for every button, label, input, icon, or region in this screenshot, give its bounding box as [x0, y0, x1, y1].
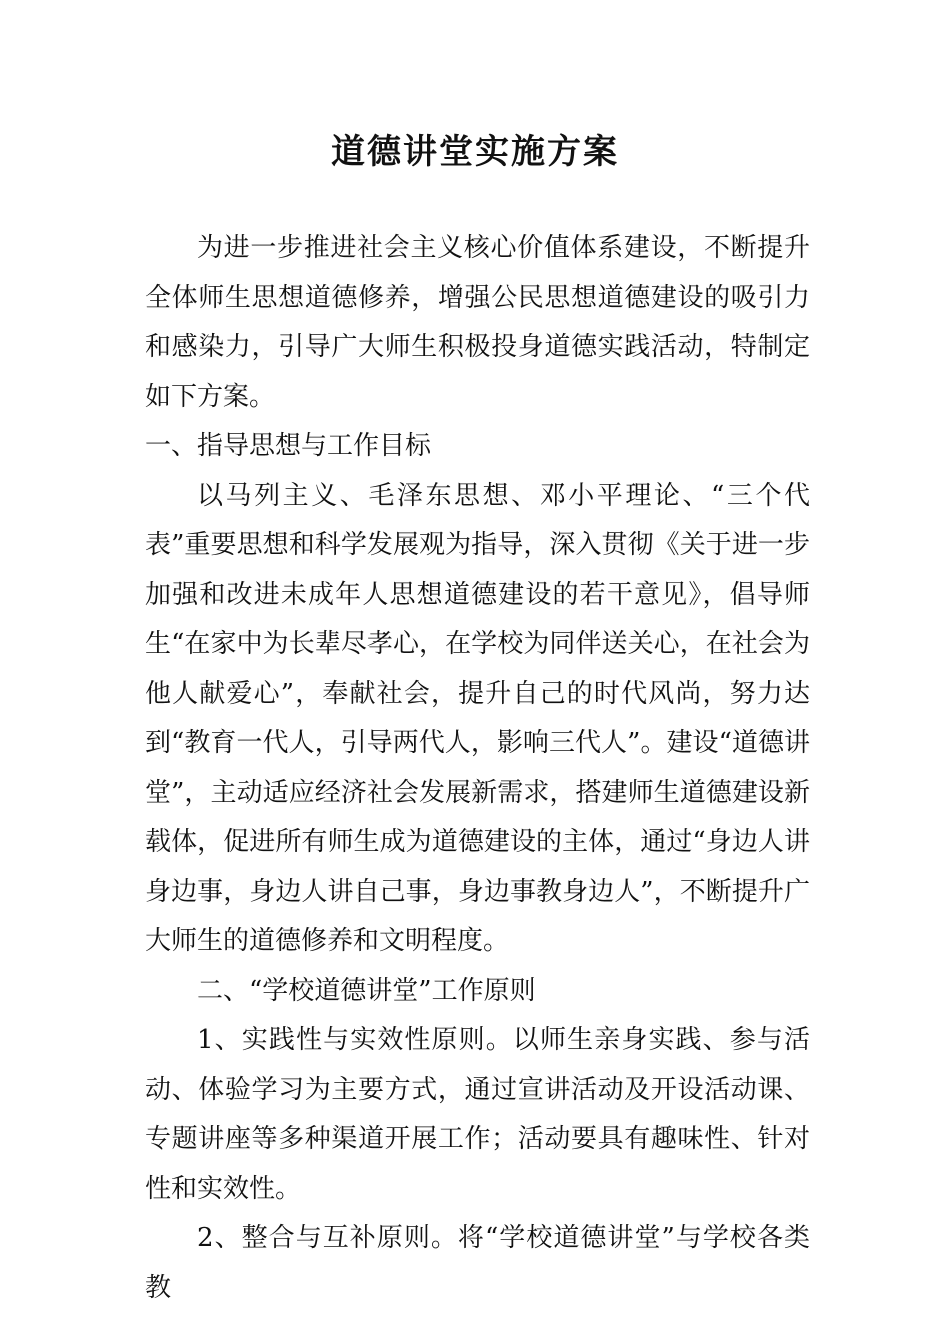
section-heading-1: 一、指导思想与工作目标 — [145, 431, 432, 461]
intro-paragraph: 为进一步推进社会主义核心价值体系建设，不断提升全体师生思想道德修养，增强公民思想道德建设的吸引力和感染力，引导广大师生积极投身道德实践活动，特制定如下方案。 — [145, 233, 810, 412]
guiding-ideology-paragraph: 以马列主义、毛泽东思想、邓小平理论、“三个代表”重要思想和科学发展观为指导，深入贯彻《关于进一步加强和改进未成年人思想道德建设的若干意见》，倡导师生“在家中为长辈尽孝心，在学校为同伴送关心，在社会为他人献爱心”，奉献社会，提升自己的时代风尚，努力达到“教育一代人，引导两代人，影响三代人”。建设“道德讲堂”，主动适应经济社会发展新需求，搭建师生道德建设新载体，促进所有师生成为道德建设的主体，通过“身边人讲身边事，身边人讲自己事，身边事教身边人”，不断提升广大师生的道德修养和文明程度。 — [145, 480, 810, 956]
principle-1-paragraph: 1、实践性与实效性原则。以师生亲身实践、参与活动、体验学习为主要方式，通过宣讲活动及开设活动课、专题讲座等多种渠道开展工作；活动要具有趣味性、针对性和实效性。 — [145, 1025, 810, 1204]
principle-2-paragraph: 2、整合与互补原则。将“学校道德讲堂”与学校各类教 — [145, 1223, 810, 1303]
document-title: 道德讲堂实施方案 — [331, 132, 619, 172]
document-body — [145, 224, 810, 1313]
section-heading-2: 二、“学校道德讲堂”工作原则 — [197, 975, 536, 1006]
